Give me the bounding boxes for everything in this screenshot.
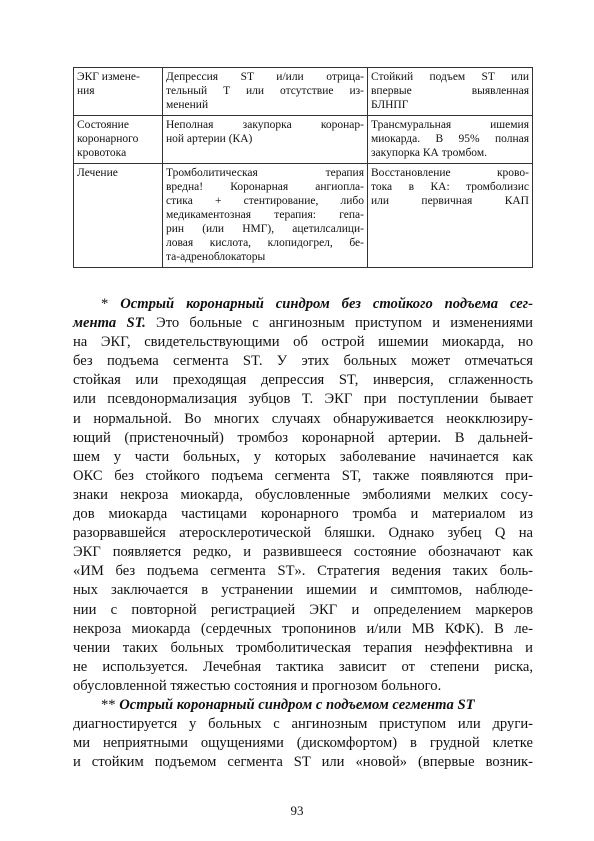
text-line: ных заключается в устранении ишемии и симптомов, наблюде-	[73, 582, 533, 599]
text-line: шем у части больных, у которых заболевание начинается как	[73, 448, 533, 465]
table-row	[74, 68, 533, 116]
table-cell	[368, 68, 533, 116]
cell-line: Неполная закупорка коронар-	[166, 119, 364, 131]
text-line: обусловленной тяжестью состояния и прогнозом больного.	[73, 677, 442, 694]
table-cell	[163, 68, 368, 116]
cell-line: ловая кислота, клопидогрел, бе-	[166, 237, 364, 249]
cell-line: Трансмуральная ишемия	[371, 119, 529, 131]
text-line: некроза миокарда (сердечных тропонинов и/или МВ КФК). В ле-	[73, 620, 533, 637]
table-cell	[368, 164, 533, 268]
text-line: знаки некроза миокарда, обусловленные эмболиями мелких сосу-	[73, 486, 533, 503]
cell-line: Депрессия ST и/или отрица-	[166, 71, 364, 83]
footnote-marker: *	[101, 296, 121, 312]
cell-line: менений	[166, 99, 209, 111]
cell-line: медикаментозная терапия: гепа-	[166, 209, 364, 221]
cell-line: БЛНПГ	[371, 99, 409, 111]
cell-line: рин (или НМГ), ацетилсалици-	[166, 223, 364, 235]
text-line: ющий (пристеночный) тромбоз коронарной артерии. В дальней-	[73, 429, 533, 446]
text-line: дов миокарда частицами коронарного тромба и материалом из	[73, 506, 533, 523]
text-line	[73, 295, 533, 314]
cell-line: тока в КА: тромболизис или первичная КАП	[371, 181, 529, 207]
table-row	[74, 116, 533, 164]
table-row	[74, 164, 533, 268]
cell-line: Восстановление крово-	[371, 167, 529, 179]
text-line: на ЭКГ, свидетельствующими об острой ишемии миокарда, но	[73, 334, 533, 351]
text-line: ОКС без стойкого подъема сегмента ST, также появляются при-	[73, 467, 533, 484]
text-line	[73, 696, 533, 715]
cell-line: Стойкий подъем ST или	[371, 71, 529, 83]
row-header: ЭКГ измене- ния	[77, 71, 140, 97]
text-line: и стойким подъемом сегмента ST или «новой» (впервые возник-	[73, 754, 533, 771]
cell-line: вредна! Коронарная ангиопла-	[166, 181, 364, 193]
table-cell	[74, 116, 163, 164]
table-cell	[163, 116, 368, 164]
cell-line: ной артерии (КА)	[166, 133, 253, 145]
text-line: не используется. Лечебная тактика зависит от степени риска,	[73, 658, 533, 675]
text-line: или псевдонормализация зубцов T. ЭКГ при поступлении бывает	[73, 391, 533, 408]
row-header: Состояние коронарного кровотока	[77, 119, 139, 159]
cell-line: тельный T или отсутствие из-	[166, 85, 364, 97]
paragraph-acs-with-st	[73, 696, 533, 772]
cell-line: та-адреноблокаторы	[166, 251, 266, 263]
paragraph-acs-without-st	[73, 295, 533, 696]
text-line	[73, 314, 533, 333]
text-line: ми неприятными ощущениями (дискомфортом) в грудной клетке	[73, 735, 533, 752]
cell-line: Тромболитическая терапия	[166, 167, 364, 179]
cell-line: закупорка КА тромбом.	[371, 147, 487, 159]
cell-line: стика + стентирование, либо	[166, 195, 364, 207]
table-cell	[74, 68, 163, 116]
text-line: без подъема сегмента ST. У этих больных может отмечаться	[73, 353, 533, 370]
comparison-table	[73, 67, 533, 268]
cell-line: впервые выявленная	[371, 85, 529, 97]
section-heading: Острый коронарный синдром с подъемом сегмента ST	[119, 696, 475, 713]
text-line: ЭКГ появляется редко, и развившееся состояние обозначают как	[73, 544, 533, 561]
body-text	[73, 295, 533, 772]
text-line: диагностируется у больных с ангинозным приступом или други-	[73, 716, 533, 733]
row-header: Лечение	[77, 167, 118, 179]
table-cell	[163, 164, 368, 268]
text-line: чении таких больных тромболитическая терапия неэффективна и	[73, 639, 533, 656]
section-heading-cont: мента ST.	[73, 315, 146, 332]
footnote-marker: **	[101, 696, 120, 713]
text-line: «ИМ без подъема сегмента ST». Стратегия ведения таких боль-	[73, 563, 533, 580]
table-cell	[74, 164, 163, 268]
text-line: нии с повторной регистрацией ЭКГ и определением маркеров	[73, 601, 533, 618]
section-heading: Острый коронарный синдром без стойкого подъема сег-	[120, 296, 533, 312]
text-line: и нормальной. Во многих случаях обнаруживается неокклюзиру-	[73, 410, 533, 427]
text-line: стойкая или преходящая депрессия ST, инверсия, сглаженность	[73, 372, 533, 389]
text-fragment: Это больные с ангинозным приступом и изменениями	[145, 315, 533, 332]
text-line: разорвавшейся атеросклеротической бляшки. Однако зубец Q на	[73, 525, 533, 542]
cell-line: миокарда. В 95% полная	[371, 133, 529, 145]
table-cell	[368, 116, 533, 164]
page-number: 93	[290, 803, 304, 818]
